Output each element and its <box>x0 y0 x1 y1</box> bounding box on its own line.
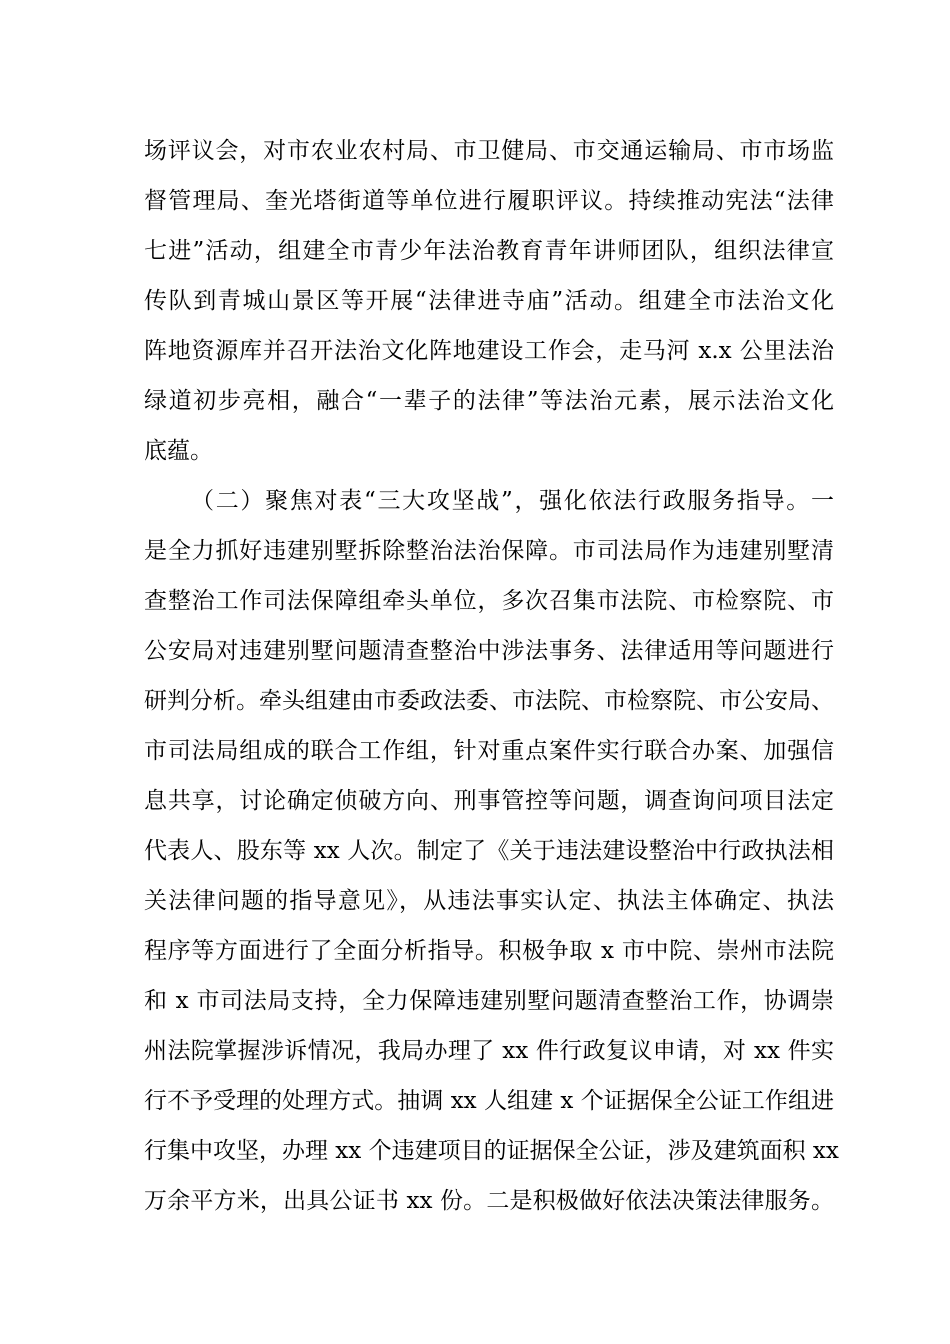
body-text-line: 和 x 市司法局支持，全力保障违建别墅问题清查整治工作，协调崇 <box>144 988 834 1014</box>
body-text-line: 研判分析。牵头组建由市委政法委、市法院、市检察院、市公安局、 <box>144 688 834 714</box>
body-text-line: 息共享，讨论确定侦破方向、刑事管控等问题，调查询问项目法定 <box>144 788 834 814</box>
body-text-line: 场评议会，对市农业农村局、市卫健局、市交通运输局、市市场监 <box>144 138 834 164</box>
body-text-line: 查整治工作司法保障组牵头单位，多次召集市法院、市检察院、市 <box>144 588 834 614</box>
body-text-line: 关法律问题的指导意见》，从违法事实认定、执法主体确定、执法 <box>144 888 834 914</box>
body-text-line: 万余平方米，出具公证书 xx 份。二是积极做好依法决策法律服务。 <box>144 1188 834 1214</box>
body-text-line: 是全力抓好违建别墅拆除整治法治保障。市司法局作为违建别墅清 <box>144 538 834 564</box>
body-text-line: 州法院掌握涉诉情况，我局办理了 xx 件行政复议申请，对 xx 件实 <box>144 1038 834 1064</box>
body-text-line: 传队到青城山景区等开展“法律进寺庙”活动。组建全市法治文化 <box>144 288 834 314</box>
body-text-line: 底蕴。 <box>144 438 213 464</box>
body-text-line: 督管理局、奎光塔街道等单位进行履职评议。持续推动宪法“法律 <box>144 188 834 214</box>
body-text-line: 程序等方面进行了全面分析指导。积极争取 x 市中院、崇州市法院 <box>144 938 834 964</box>
body-text-line: 代表人、股东等 xx 人次。制定了《关于违法建设整治中行政执法相 <box>144 838 834 864</box>
body-text-line: 市司法局组成的联合工作组，针对重点案件实行联合办案、加强信 <box>144 738 834 764</box>
body-text-line: 公安局对违建别墅问题清查整治中涉法事务、法律适用等问题进行 <box>144 638 834 664</box>
body-text-line: 行集中攻坚，办理 xx 个违建项目的证据保全公证，涉及建筑面积 xx <box>144 1138 839 1164</box>
body-text-line: 阵地资源库并召开法治文化阵地建设工作会，走马河 x.x 公里法治 <box>144 338 834 364</box>
section-heading-line: （二）聚焦对表“三大攻坚战”，强化依法行政服务指导。一 <box>191 488 834 514</box>
body-text-line: 七进”活动，组建全市青少年法治教育青年讲师团队，组织法律宣 <box>144 238 834 264</box>
body-text-line: 行不予受理的处理方式。抽调 xx 人组建 x 个证据保全公证工作组进 <box>144 1088 834 1114</box>
body-text-line: 绿道初步亮相，融合“一辈子的法律”等法治元素，展示法治文化 <box>144 388 834 414</box>
